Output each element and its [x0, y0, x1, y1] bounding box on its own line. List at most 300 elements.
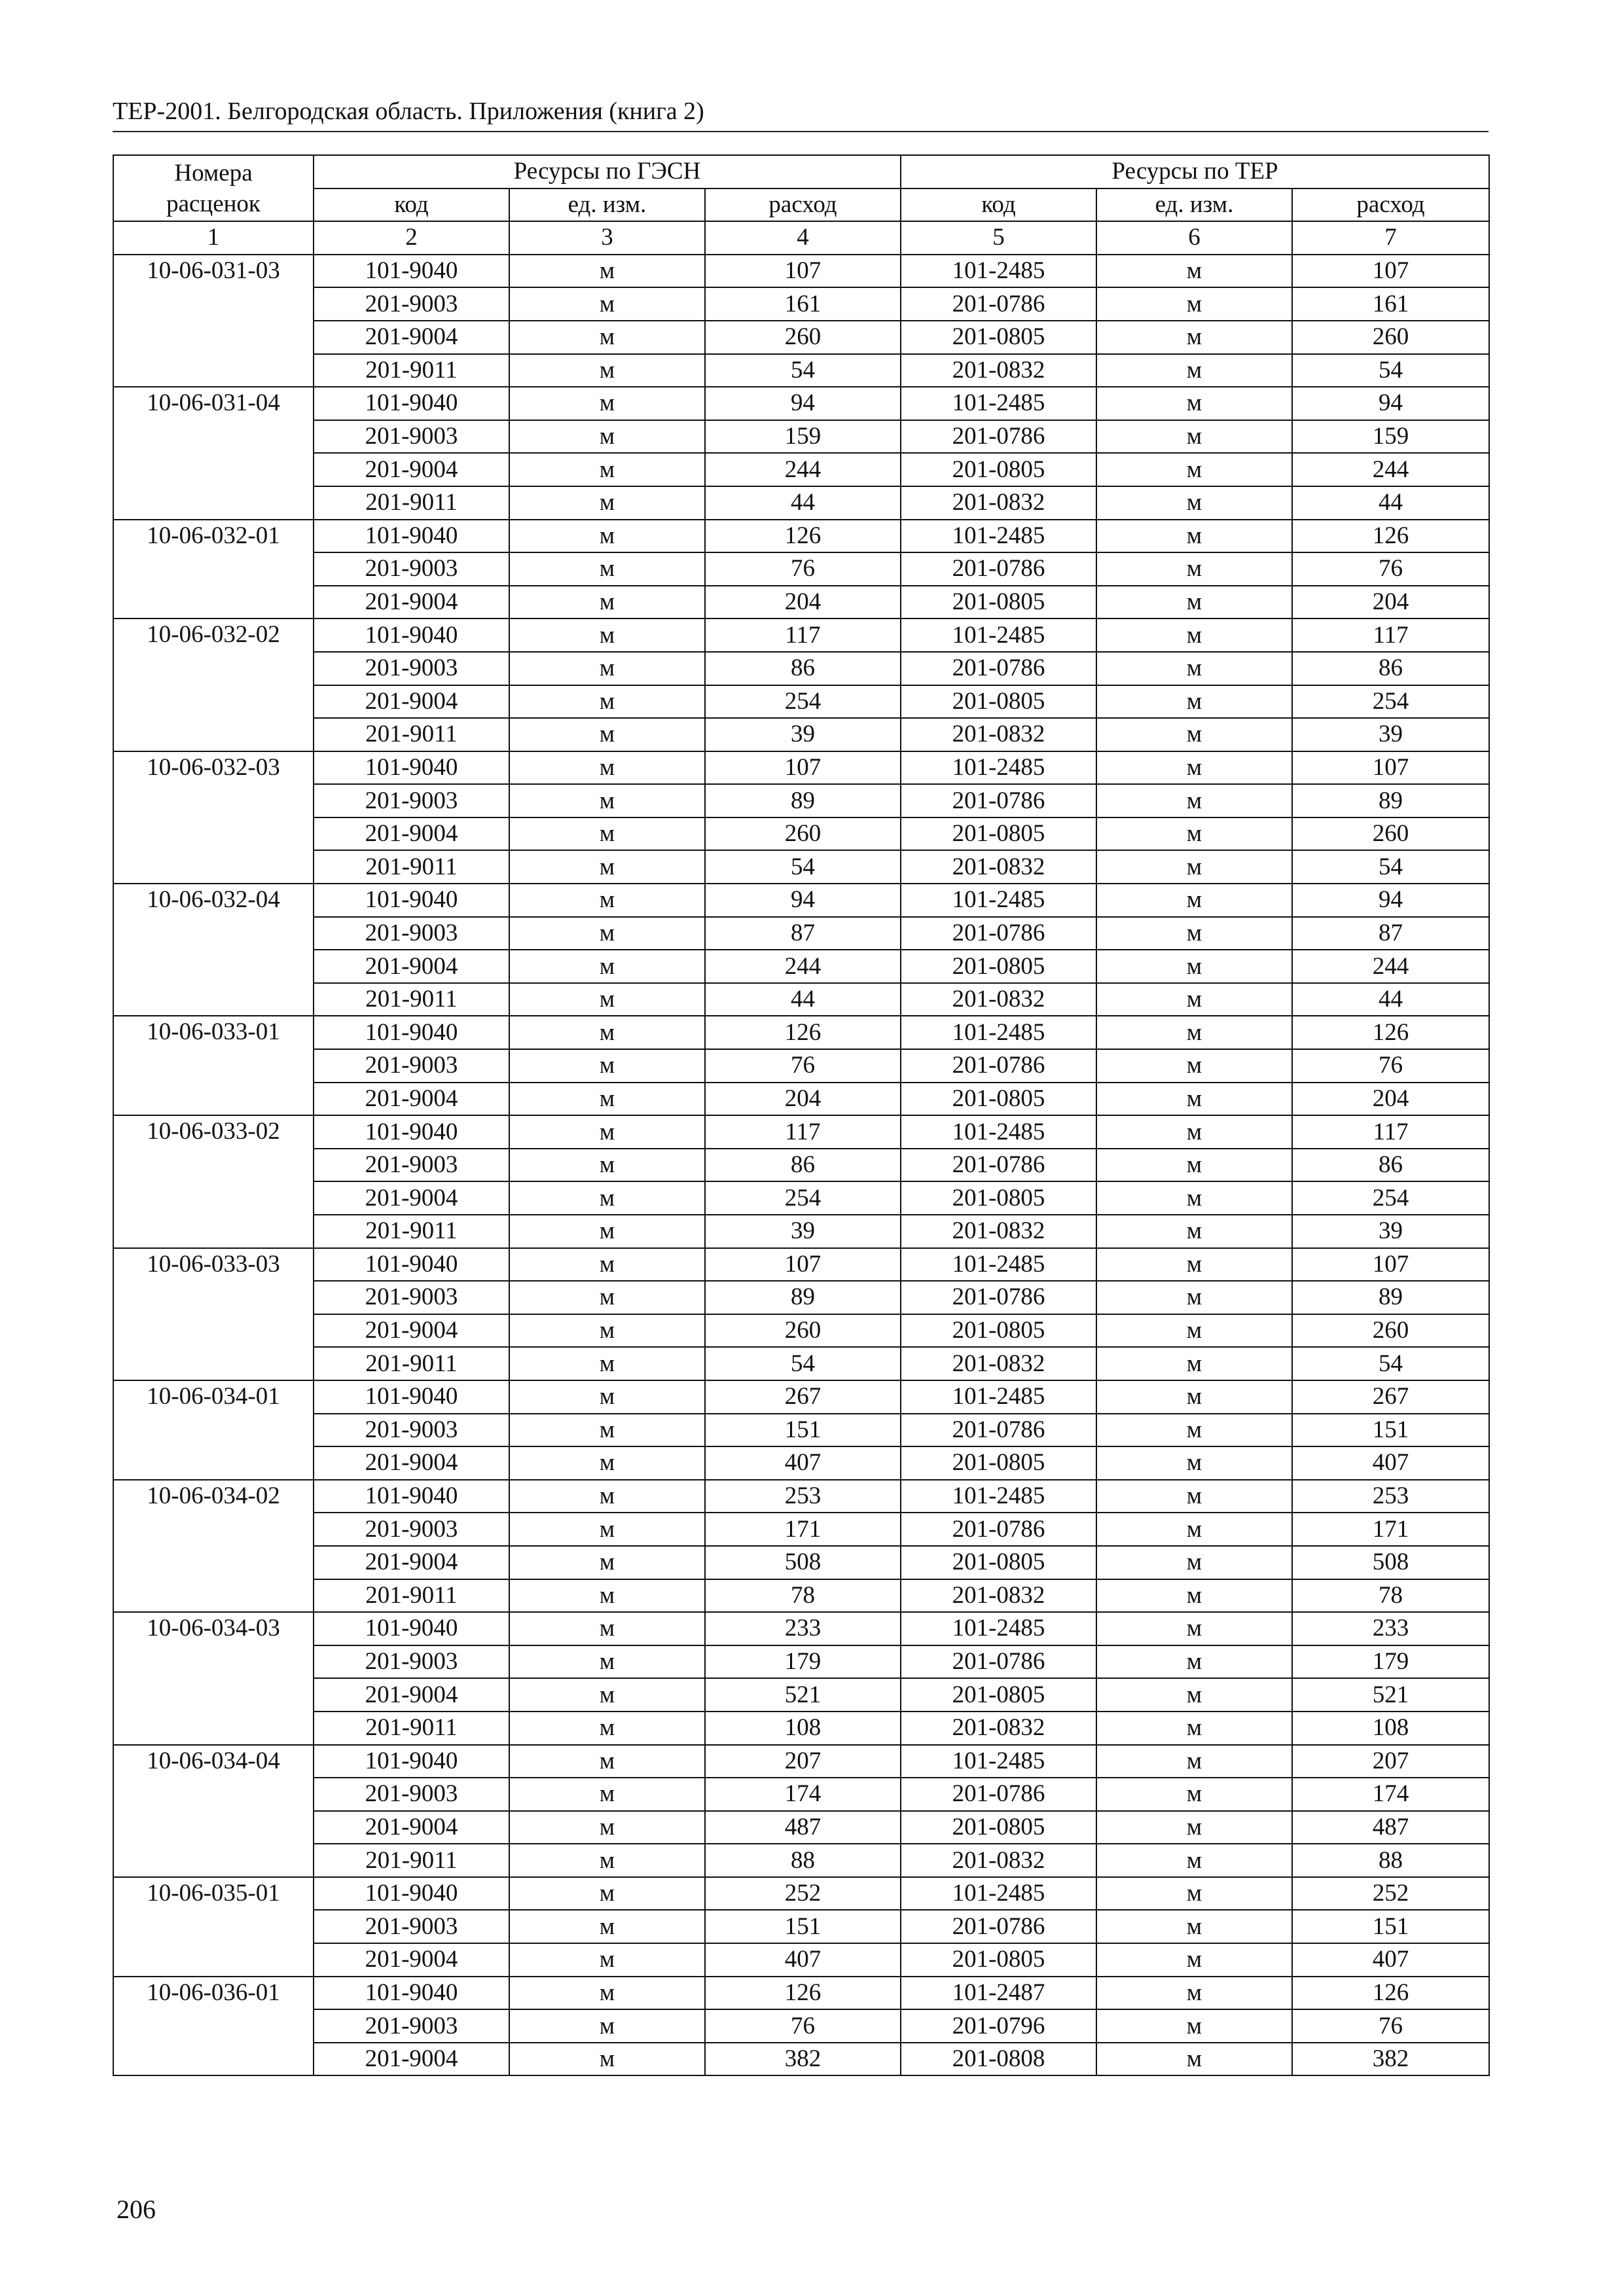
table-row — [113, 1579, 1489, 1613]
gesn-amount-cell: 44 — [705, 486, 901, 520]
gesn-unit-cell: м — [509, 2009, 705, 2043]
gesn-code-cell: 201-9004 — [314, 1083, 509, 1116]
gesn-amount-cell: 107 — [705, 751, 901, 785]
table-row — [113, 586, 1489, 619]
ter-amount-cell: 407 — [1292, 1446, 1489, 1480]
gesn-code-cell: 101-9040 — [314, 1380, 509, 1414]
ter-unit-cell: м — [1096, 1778, 1292, 1811]
ter-unit-cell: м — [1096, 1083, 1292, 1116]
gesn-code-cell: 101-9040 — [314, 520, 509, 553]
sub-header-unit: ед. изм. — [509, 188, 705, 222]
ter-unit-cell: м — [1096, 1645, 1292, 1679]
ter-unit-cell: м — [1096, 652, 1292, 685]
ter-amount-cell: 117 — [1292, 619, 1489, 652]
gesn-amount-cell: 54 — [705, 850, 901, 884]
gesn-code-cell: 101-9040 — [314, 1877, 509, 1910]
rate-number-cell: 10-06-034-02 — [113, 1480, 314, 1612]
gesn-amount-cell: 117 — [705, 619, 901, 652]
table-row — [113, 1778, 1489, 1811]
gesn-unit-cell: м — [509, 1049, 705, 1083]
rate-number-cell: 10-06-032-01 — [113, 520, 314, 619]
ter-amount-cell: 94 — [1292, 884, 1489, 917]
gesn-unit-cell: м — [509, 321, 705, 354]
table-body — [113, 255, 1489, 2076]
gesn-code-cell: 201-9011 — [314, 1347, 509, 1380]
table-row — [113, 255, 1489, 288]
ter-code-cell: 201-0786 — [901, 1149, 1096, 1182]
ter-unit-cell: м — [1096, 1181, 1292, 1215]
ter-amount-cell: 233 — [1292, 1612, 1489, 1645]
gesn-code-cell: 201-9003 — [314, 917, 509, 950]
gesn-code-cell: 201-9011 — [314, 354, 509, 387]
gesn-code-cell: 201-9003 — [314, 1149, 509, 1182]
table-row — [113, 1943, 1489, 1977]
rate-number-cell: 10-06-034-01 — [113, 1380, 314, 1480]
ter-code-cell: 201-0805 — [901, 1811, 1096, 1844]
col-rate-label: Номера расценок — [166, 159, 261, 217]
gesn-amount-cell: 254 — [705, 685, 901, 719]
ter-code-cell: 101-2485 — [901, 619, 1096, 652]
gesn-code-cell: 201-9004 — [314, 685, 509, 719]
ter-amount-cell: 204 — [1292, 1083, 1489, 1116]
gesn-unit-cell: м — [509, 817, 705, 851]
ter-amount-cell: 76 — [1292, 552, 1489, 586]
ter-amount-cell: 126 — [1292, 1016, 1489, 1049]
gesn-unit-cell: м — [509, 1910, 705, 1943]
gesn-unit-cell: м — [509, 619, 705, 652]
ter-code-cell: 101-2485 — [901, 1016, 1096, 1049]
gesn-amount-cell: 267 — [705, 1380, 901, 1414]
gesn-unit-cell: м — [509, 1811, 705, 1844]
gesn-amount-cell: 508 — [705, 1546, 901, 1579]
rate-number-cell: 10-06-031-04 — [113, 387, 314, 519]
gesn-amount-cell: 174 — [705, 1778, 901, 1811]
table-row — [113, 321, 1489, 354]
ter-amount-cell: 39 — [1292, 718, 1489, 751]
gesn-unit-cell: м — [509, 1579, 705, 1613]
col-number: 5 — [901, 221, 1096, 255]
ter-code-cell: 201-0805 — [901, 950, 1096, 983]
ter-code-cell: 201-0805 — [901, 685, 1096, 719]
ter-code-cell: 201-0832 — [901, 983, 1096, 1016]
ter-unit-cell: м — [1096, 255, 1292, 288]
ter-amount-cell: 126 — [1292, 1977, 1489, 2010]
ter-code-cell: 201-0796 — [901, 2009, 1096, 2043]
table-row — [113, 1149, 1489, 1182]
ter-unit-cell: м — [1096, 950, 1292, 983]
ter-unit-cell: м — [1096, 287, 1292, 321]
table-row — [113, 1016, 1489, 1049]
ter-amount-cell: 44 — [1292, 983, 1489, 1016]
ter-unit-cell: м — [1096, 751, 1292, 785]
ter-amount-cell: 521 — [1292, 1678, 1489, 1712]
table-row — [113, 1712, 1489, 1745]
ter-unit-cell: м — [1096, 420, 1292, 454]
ter-unit-cell: м — [1096, 486, 1292, 520]
gesn-amount-cell: 260 — [705, 321, 901, 354]
gesn-unit-cell: м — [509, 1712, 705, 1745]
ter-amount-cell: 39 — [1292, 1215, 1489, 1248]
ter-unit-cell: м — [1096, 1446, 1292, 1480]
col-number: 6 — [1096, 221, 1292, 255]
ter-amount-cell: 87 — [1292, 917, 1489, 950]
ter-unit-cell: м — [1096, 1745, 1292, 1778]
ter-code-cell: 101-2485 — [901, 255, 1096, 288]
table-row — [113, 1049, 1489, 1083]
ter-amount-cell: 260 — [1292, 1314, 1489, 1348]
gesn-unit-cell: м — [509, 1181, 705, 1215]
rate-number-cell: 10-06-032-02 — [113, 619, 314, 751]
gesn-amount-cell: 76 — [705, 1049, 901, 1083]
gesn-code-cell: 201-9003 — [314, 1645, 509, 1679]
gesn-code-cell: 201-9003 — [314, 287, 509, 321]
gesn-code-cell: 201-9004 — [314, 453, 509, 486]
col-rate-header — [113, 155, 314, 221]
ter-unit-cell: м — [1096, 917, 1292, 950]
gesn-code-cell: 101-9040 — [314, 751, 509, 785]
resources-table — [113, 154, 1490, 2076]
gesn-code-cell: 201-9011 — [314, 1844, 509, 1877]
gesn-code-cell: 201-9004 — [314, 950, 509, 983]
gesn-unit-cell: м — [509, 387, 705, 420]
gesn-code-cell: 101-9040 — [314, 255, 509, 288]
gesn-amount-cell: 260 — [705, 817, 901, 851]
ter-amount-cell: 508 — [1292, 1546, 1489, 1579]
gesn-code-cell: 201-9003 — [314, 420, 509, 454]
ter-code-cell: 201-0786 — [901, 1513, 1096, 1546]
gesn-amount-cell: 88 — [705, 1844, 901, 1877]
table-row — [113, 486, 1489, 520]
gesn-unit-cell: м — [509, 1314, 705, 1348]
ter-code-cell: 201-0786 — [901, 652, 1096, 685]
gesn-unit-cell: м — [509, 1546, 705, 1579]
ter-code-cell: 201-0832 — [901, 1347, 1096, 1380]
ter-amount-cell: 76 — [1292, 1049, 1489, 1083]
ter-code-cell: 201-0805 — [901, 1314, 1096, 1348]
gesn-code-cell: 201-9011 — [314, 1215, 509, 1248]
table-row — [113, 917, 1489, 950]
ter-code-cell: 201-0786 — [901, 1778, 1096, 1811]
ter-code-cell: 201-0786 — [901, 1910, 1096, 1943]
col-number: 4 — [705, 221, 901, 255]
gesn-unit-cell: м — [509, 420, 705, 454]
table-row — [113, 387, 1489, 420]
table-row — [113, 552, 1489, 586]
ter-amount-cell: 86 — [1292, 1149, 1489, 1182]
gesn-amount-cell: 487 — [705, 1811, 901, 1844]
ter-code-cell: 201-0786 — [901, 552, 1096, 586]
ter-code-cell: 101-2485 — [901, 520, 1096, 553]
table-row — [113, 1612, 1489, 1645]
gesn-unit-cell: м — [509, 1380, 705, 1414]
table-row — [113, 2043, 1489, 2076]
ter-unit-cell: м — [1096, 1612, 1292, 1645]
ter-amount-cell: 54 — [1292, 354, 1489, 387]
ter-unit-cell: м — [1096, 718, 1292, 751]
sub-header-code: код — [901, 188, 1096, 222]
table-row — [113, 1480, 1489, 1513]
gesn-unit-cell: м — [509, 1281, 705, 1314]
gesn-amount-cell: 207 — [705, 1745, 901, 1778]
ter-code-cell: 201-0832 — [901, 486, 1096, 520]
rate-number-cell: 10-06-036-01 — [113, 1977, 314, 2076]
table-row — [113, 784, 1489, 817]
gesn-code-cell: 201-9004 — [314, 1943, 509, 1977]
ter-unit-cell: м — [1096, 850, 1292, 884]
gesn-code-cell: 201-9004 — [314, 1546, 509, 1579]
group-ter-header: Ресурсы по ТЕР — [901, 155, 1489, 188]
ter-amount-cell: 126 — [1292, 520, 1489, 553]
gesn-code-cell: 101-9040 — [314, 1115, 509, 1149]
table-row — [113, 420, 1489, 454]
ter-code-cell: 201-0786 — [901, 1414, 1096, 1447]
ter-amount-cell: 89 — [1292, 784, 1489, 817]
gesn-amount-cell: 78 — [705, 1579, 901, 1613]
gesn-unit-cell: м — [509, 685, 705, 719]
gesn-code-cell: 101-9040 — [314, 619, 509, 652]
gesn-unit-cell: м — [509, 1844, 705, 1877]
gesn-amount-cell: 54 — [705, 354, 901, 387]
sub-header-amount: расход — [1292, 188, 1489, 222]
gesn-amount-cell: 54 — [705, 1347, 901, 1380]
gesn-code-cell: 201-9011 — [314, 983, 509, 1016]
gesn-code-cell: 101-9040 — [314, 1612, 509, 1645]
ter-code-cell: 101-2485 — [901, 884, 1096, 917]
ter-amount-cell: 151 — [1292, 1910, 1489, 1943]
gesn-amount-cell: 204 — [705, 1083, 901, 1116]
ter-code-cell: 201-0805 — [901, 817, 1096, 851]
ter-amount-cell: 88 — [1292, 1844, 1489, 1877]
ter-unit-cell: м — [1096, 1149, 1292, 1182]
gesn-unit-cell: м — [509, 950, 705, 983]
ter-amount-cell: 107 — [1292, 255, 1489, 288]
rate-number-cell: 10-06-033-03 — [113, 1248, 314, 1380]
ter-unit-cell: м — [1096, 1712, 1292, 1745]
col-number: 1 — [113, 221, 314, 255]
gesn-unit-cell: м — [509, 354, 705, 387]
ter-unit-cell: м — [1096, 321, 1292, 354]
table-row — [113, 983, 1489, 1016]
sub-header-code: код — [314, 188, 509, 222]
ter-code-cell: 101-2485 — [901, 1248, 1096, 1282]
gesn-unit-cell: м — [509, 1083, 705, 1116]
ter-unit-cell: м — [1096, 552, 1292, 586]
table-row — [113, 1347, 1489, 1380]
gesn-amount-cell: 76 — [705, 552, 901, 586]
table-row — [113, 1513, 1489, 1546]
ter-unit-cell: м — [1096, 1414, 1292, 1447]
ter-unit-cell: м — [1096, 354, 1292, 387]
ter-unit-cell: м — [1096, 1877, 1292, 1910]
table-row — [113, 1977, 1489, 2010]
ter-unit-cell: м — [1096, 685, 1292, 719]
ter-code-cell: 101-2485 — [901, 751, 1096, 785]
table-row — [113, 884, 1489, 917]
gesn-unit-cell: м — [509, 453, 705, 486]
col-number: 3 — [509, 221, 705, 255]
gesn-code-cell: 101-9040 — [314, 884, 509, 917]
ter-code-cell: 201-0805 — [901, 1546, 1096, 1579]
ter-unit-cell: м — [1096, 983, 1292, 1016]
rate-number-cell: 10-06-032-03 — [113, 751, 314, 884]
gesn-unit-cell: м — [509, 1347, 705, 1380]
gesn-code-cell: 201-9011 — [314, 850, 509, 884]
ter-code-cell: 201-0832 — [901, 850, 1096, 884]
page-header: ТЕР-2001. Белгородская область. Приложения (книга 2) — [113, 98, 704, 125]
ter-code-cell: 201-0832 — [901, 1579, 1096, 1613]
table-row — [113, 1645, 1489, 1679]
rate-number-cell: 10-06-033-01 — [113, 1016, 314, 1115]
ter-unit-cell: м — [1096, 1943, 1292, 1977]
ter-code-cell: 101-2485 — [901, 1380, 1096, 1414]
ter-code-cell: 201-0832 — [901, 1844, 1096, 1877]
gesn-amount-cell: 94 — [705, 884, 901, 917]
ter-code-cell: 201-0832 — [901, 718, 1096, 751]
gesn-unit-cell: м — [509, 1745, 705, 1778]
header-row-sub — [113, 188, 1489, 222]
ter-code-cell: 201-0808 — [901, 2043, 1096, 2076]
ter-unit-cell: м — [1096, 1480, 1292, 1513]
ter-amount-cell: 78 — [1292, 1579, 1489, 1613]
gesn-amount-cell: 233 — [705, 1612, 901, 1645]
ter-unit-cell: м — [1096, 1248, 1292, 1282]
header-rule — [113, 131, 1489, 132]
rate-number-cell: 10-06-033-02 — [113, 1115, 314, 1247]
rate-number-cell: 10-06-034-03 — [113, 1612, 314, 1744]
ter-amount-cell: 179 — [1292, 1645, 1489, 1679]
gesn-amount-cell: 44 — [705, 983, 901, 1016]
gesn-amount-cell: 107 — [705, 255, 901, 288]
gesn-amount-cell: 382 — [705, 2043, 901, 2076]
ter-amount-cell: 204 — [1292, 586, 1489, 619]
gesn-unit-cell: м — [509, 287, 705, 321]
gesn-amount-cell: 107 — [705, 1248, 901, 1282]
gesn-amount-cell: 76 — [705, 2009, 901, 2043]
ter-code-cell: 101-2485 — [901, 1745, 1096, 1778]
ter-amount-cell: 86 — [1292, 652, 1489, 685]
ter-amount-cell: 54 — [1292, 1347, 1489, 1380]
gesn-unit-cell: м — [509, 1115, 705, 1149]
gesn-unit-cell: м — [509, 917, 705, 950]
gesn-unit-cell: м — [509, 784, 705, 817]
gesn-code-cell: 101-9040 — [314, 1016, 509, 1049]
gesn-amount-cell: 252 — [705, 1877, 901, 1910]
gesn-amount-cell: 126 — [705, 1977, 901, 2010]
gesn-unit-cell: м — [509, 1513, 705, 1546]
ter-unit-cell: м — [1096, 2043, 1292, 2076]
ter-amount-cell: 267 — [1292, 1380, 1489, 1414]
gesn-amount-cell: 407 — [705, 1943, 901, 1977]
table-row — [113, 619, 1489, 652]
gesn-amount-cell: 161 — [705, 287, 901, 321]
table-row — [113, 1248, 1489, 1282]
ter-code-cell: 201-0786 — [901, 1281, 1096, 1314]
ter-amount-cell: 94 — [1292, 387, 1489, 420]
ter-code-cell: 201-0786 — [901, 1645, 1096, 1679]
gesn-amount-cell: 39 — [705, 718, 901, 751]
ter-unit-cell: м — [1096, 1115, 1292, 1149]
gesn-unit-cell: м — [509, 1645, 705, 1679]
table-row — [113, 1446, 1489, 1480]
ter-code-cell: 101-2485 — [901, 1877, 1096, 1910]
gesn-amount-cell: 244 — [705, 453, 901, 486]
ter-amount-cell: 44 — [1292, 486, 1489, 520]
ter-code-cell: 201-0832 — [901, 354, 1096, 387]
gesn-amount-cell: 253 — [705, 1480, 901, 1513]
gesn-unit-cell: м — [509, 1149, 705, 1182]
ter-amount-cell: 161 — [1292, 287, 1489, 321]
table-row — [113, 1414, 1489, 1447]
ter-amount-cell: 254 — [1292, 1181, 1489, 1215]
gesn-code-cell: 101-9040 — [314, 1480, 509, 1513]
ter-code-cell: 201-0832 — [901, 1215, 1096, 1248]
ter-code-cell: 201-0786 — [901, 784, 1096, 817]
ter-code-cell: 201-0805 — [901, 586, 1096, 619]
ter-amount-cell: 382 — [1292, 2043, 1489, 2076]
gesn-code-cell: 101-9040 — [314, 1745, 509, 1778]
gesn-code-cell: 101-9040 — [314, 1977, 509, 2010]
table-row — [113, 817, 1489, 851]
gesn-code-cell: 201-9011 — [314, 1579, 509, 1613]
gesn-amount-cell: 86 — [705, 1149, 901, 1182]
group-gesn-header: Ресурсы по ГЭСН — [314, 155, 901, 188]
gesn-unit-cell: м — [509, 1612, 705, 1645]
gesn-amount-cell: 94 — [705, 387, 901, 420]
gesn-code-cell: 201-9004 — [314, 321, 509, 354]
ter-unit-cell: м — [1096, 1844, 1292, 1877]
table-row — [113, 751, 1489, 785]
gesn-code-cell: 201-9003 — [314, 652, 509, 685]
ter-amount-cell: 244 — [1292, 950, 1489, 983]
rate-number-cell: 10-06-035-01 — [113, 1877, 314, 1977]
ter-unit-cell: м — [1096, 1049, 1292, 1083]
ter-unit-cell: м — [1096, 387, 1292, 420]
gesn-unit-cell: м — [509, 850, 705, 884]
ter-code-cell: 201-0805 — [901, 1943, 1096, 1977]
ter-amount-cell: 76 — [1292, 2009, 1489, 2043]
ter-unit-cell: м — [1096, 817, 1292, 851]
ter-amount-cell: 487 — [1292, 1811, 1489, 1844]
col-number: 2 — [314, 221, 509, 255]
gesn-amount-cell: 87 — [705, 917, 901, 950]
gesn-amount-cell: 86 — [705, 652, 901, 685]
table-row — [113, 354, 1489, 387]
gesn-unit-cell: м — [509, 1446, 705, 1480]
rate-number-cell: 10-06-034-04 — [113, 1745, 314, 1877]
gesn-unit-cell: м — [509, 1414, 705, 1447]
gesn-unit-cell: м — [509, 586, 705, 619]
gesn-amount-cell: 39 — [705, 1215, 901, 1248]
table-row — [113, 950, 1489, 983]
ter-amount-cell: 159 — [1292, 420, 1489, 454]
ter-code-cell: 101-2485 — [901, 1115, 1096, 1149]
gesn-unit-cell: м — [509, 1215, 705, 1248]
gesn-unit-cell: м — [509, 983, 705, 1016]
ter-unit-cell: м — [1096, 1811, 1292, 1844]
table-row — [113, 718, 1489, 751]
ter-unit-cell: м — [1096, 1546, 1292, 1579]
table-row — [113, 1844, 1489, 1877]
gesn-unit-cell: м — [509, 552, 705, 586]
gesn-code-cell: 201-9004 — [314, 1181, 509, 1215]
ter-unit-cell: м — [1096, 1281, 1292, 1314]
gesn-amount-cell: 89 — [705, 1281, 901, 1314]
gesn-code-cell: 201-9003 — [314, 552, 509, 586]
gesn-unit-cell: м — [509, 520, 705, 553]
gesn-unit-cell: м — [509, 1678, 705, 1712]
gesn-code-cell: 101-9040 — [314, 387, 509, 420]
ter-code-cell: 201-0805 — [901, 1446, 1096, 1480]
